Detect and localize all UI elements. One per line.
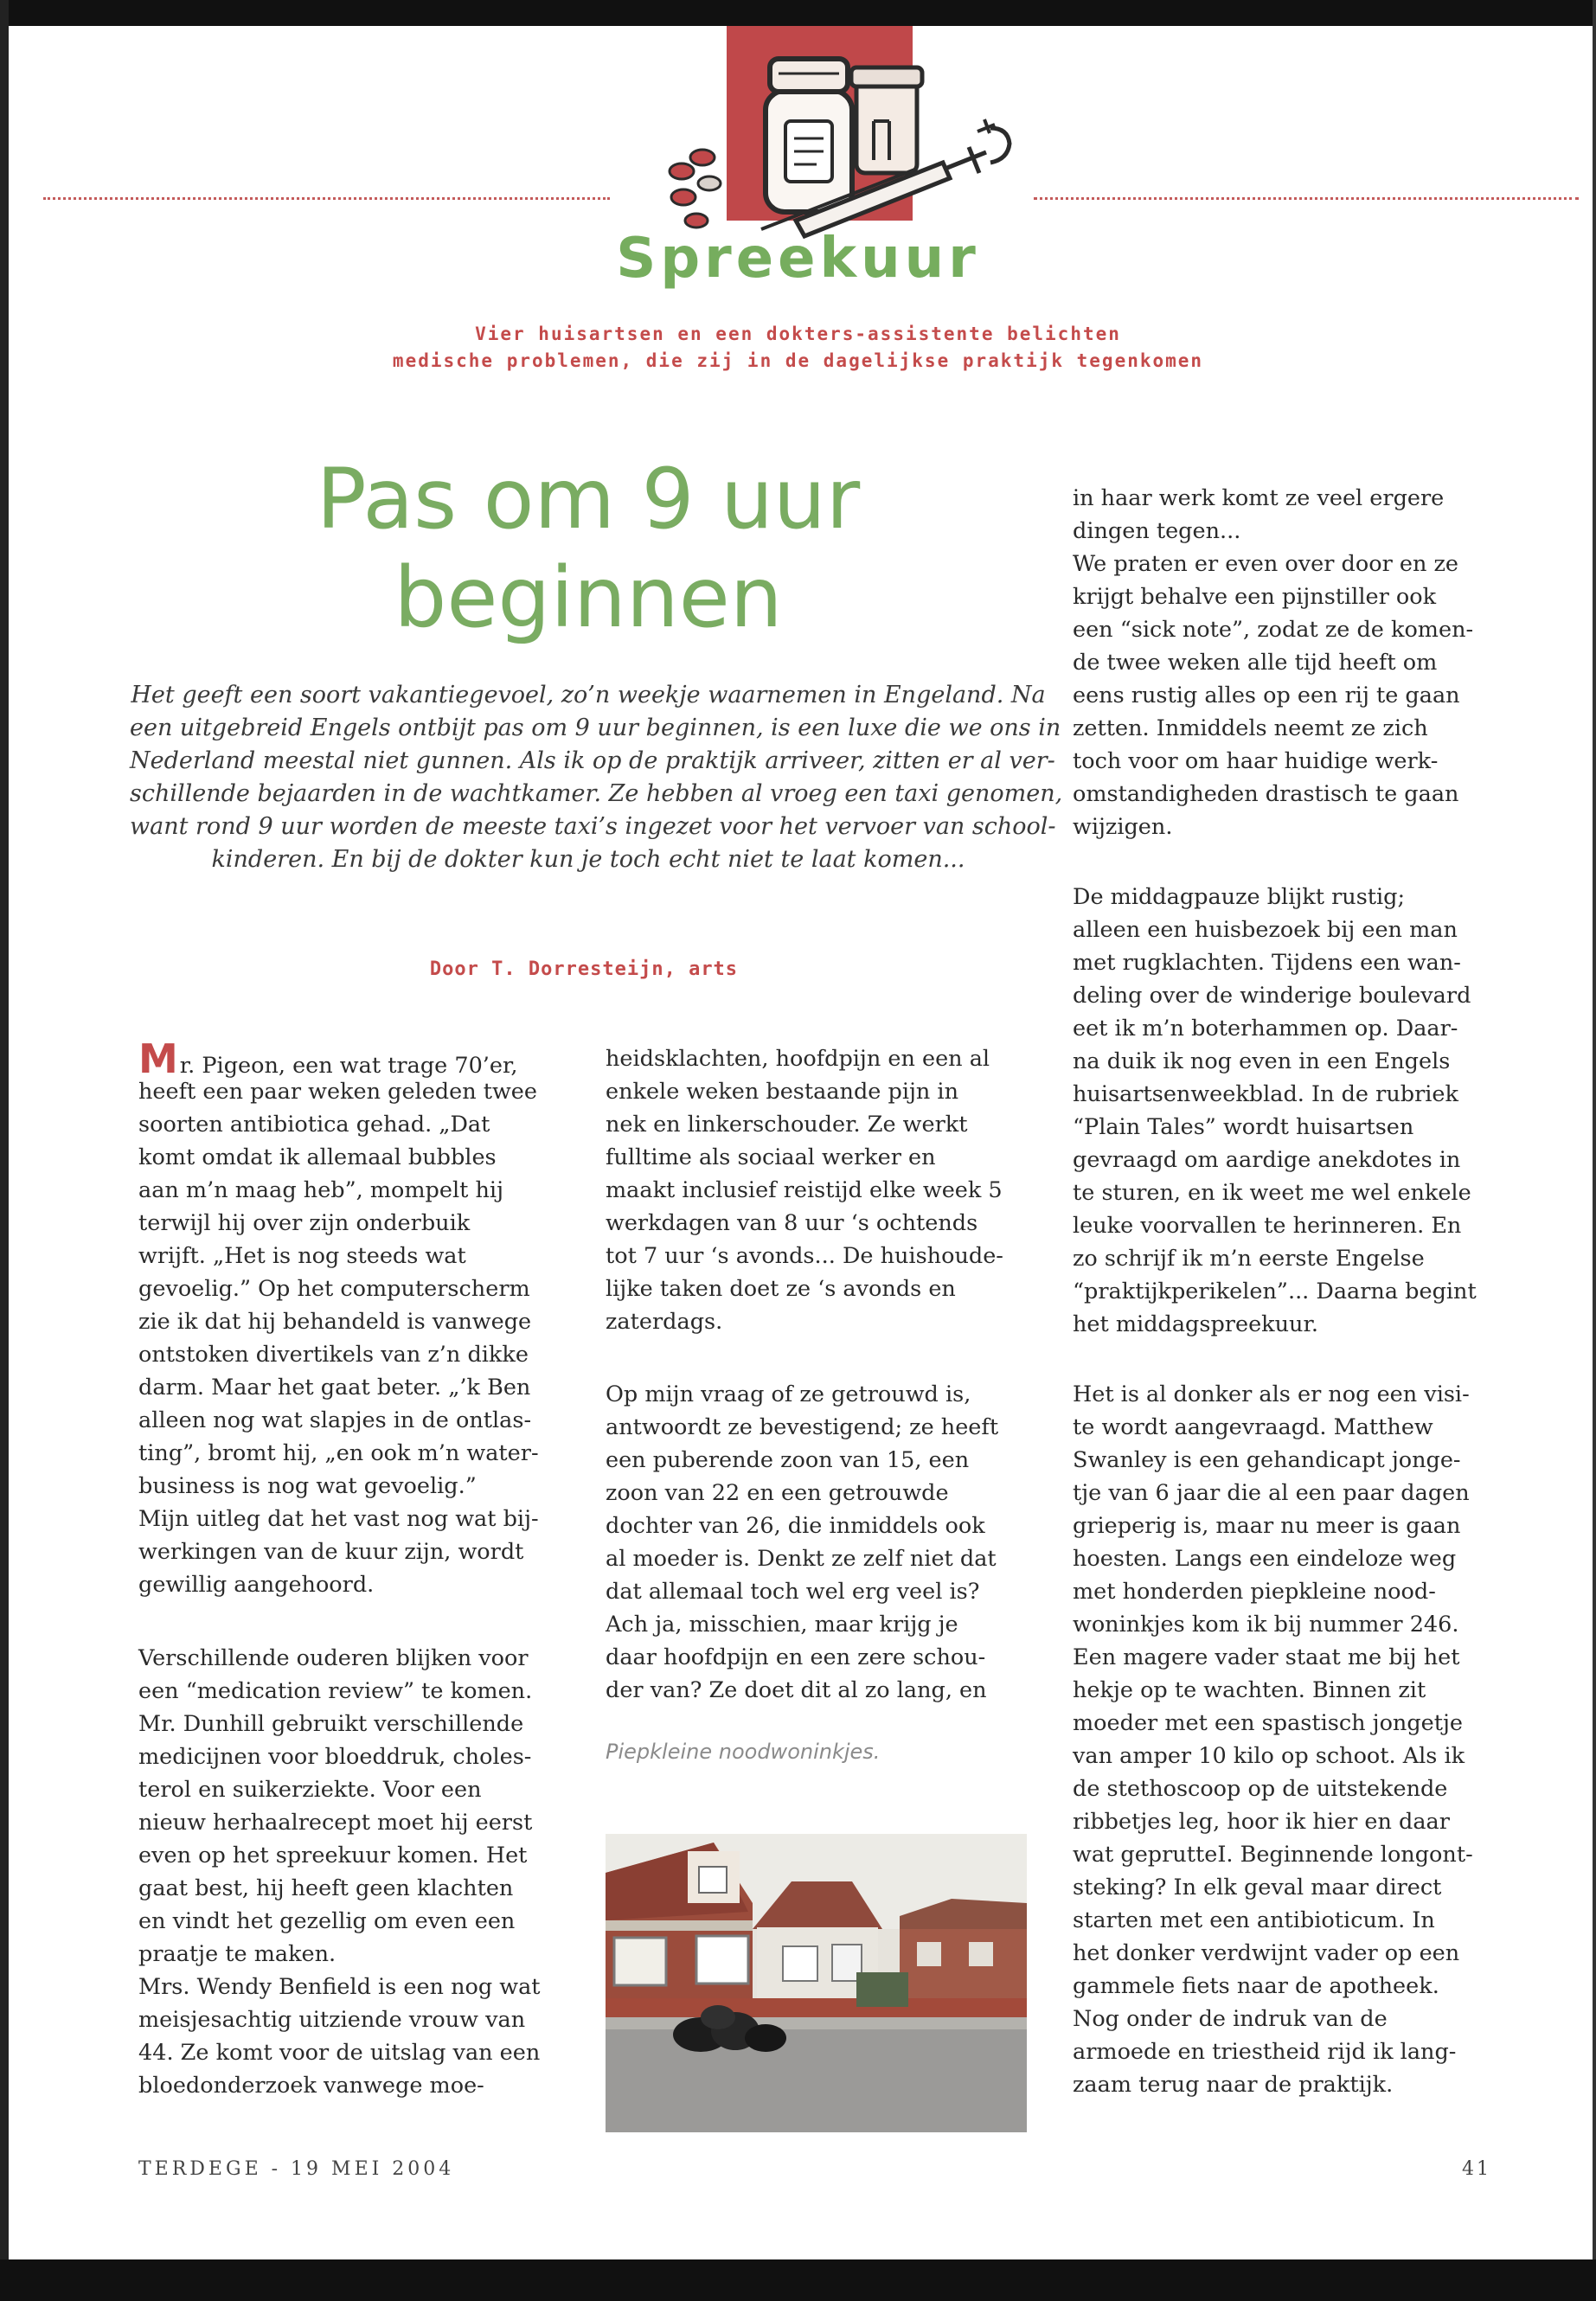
lead-line: want rond 9 uur worden de meeste taxi’s ingezet voor het vervoer van school- [130,813,1056,840]
body-line: Swanley is een gehandicapt jonge- [1073,1447,1461,1473]
body-line: gewillig aangehoord. [138,1572,375,1598]
body-line: woninkjes kom ik bij nummer 246. [1073,1612,1459,1638]
body-line: omstandigheden drastisch te gaan [1073,781,1459,807]
section-intro-line-2: medische problemen, die zij in de dagelijkse praktijk tegenkomen [392,350,1204,371]
body-line: dingen tegen... [1073,518,1241,544]
body-line: dochter van 26, die inmiddels ook [606,1513,985,1539]
body-line: zetten. Inmiddels neemt ze zich [1073,715,1428,741]
body-line: grieperig is, maar nu meer is gaan [1073,1513,1461,1539]
body-line: een “medication review” te komen. [138,1678,533,1704]
lead-line: Nederland meestal niet gunnen. Als ik op de praktijk arriveer, zitten er al ver- [130,747,1055,774]
body-line: fulltime als sociaal werker en [606,1144,936,1170]
road [606,2017,1027,2132]
body-line: business is nog wat gevoelig.” [138,1473,477,1499]
body-line: ting”, bromt hij, „en ook m’n water- [138,1440,539,1466]
house-right [900,1899,1027,1998]
lead-line: kinderen. En bij de dokter kun je toch echt niet te laat komen... [211,846,965,873]
body-line: Het is al donker als er nog een visi- [1073,1381,1470,1407]
body-line: “praktijkperikelen”... Daarna begint [1073,1279,1477,1304]
body-line: Mr. Dunhill gebruikt verschillende [138,1711,524,1737]
body-line: Ach ja, misschien, maar krijg je [606,1612,958,1638]
body-line: maakt inclusief reistijd elke week 5 [606,1177,1003,1203]
body-line: werkingen van de kuur zijn, wordt [138,1539,524,1565]
body-line: te wordt aangevraagd. Matthew [1073,1414,1433,1440]
body-line: Mrs. Wendy Benfield is een nog wat [138,1974,541,2000]
body-line: daar hoofdpijn en een zere schou- [606,1644,986,1670]
body-line: moeder met een spastisch jongetje [1073,1710,1464,1736]
article-headline [156,450,1021,647]
body-line: komt omdat ik allemaal bubbles [138,1144,497,1170]
hedge [856,1972,908,2007]
body-line: na duik ik nog even in een Engels [1073,1048,1451,1074]
drop-cap: M [138,1035,178,1082]
body-line: bloedonderzoek vanwege moe- [138,2073,484,2099]
headline-line-1: Pas om 9 uur [316,451,861,548]
body-line: wijzigen. [1073,814,1173,840]
medicine-illustration [657,26,1055,242]
header-rule-right [1034,197,1579,200]
body-line: even op het spreekuur komen. Het [138,1843,528,1868]
medicine-bottle [766,59,852,212]
body-line: met honderden piepkleine nood- [1073,1579,1436,1605]
body-line: leuke voorvallen te herinneren. En [1073,1213,1462,1239]
body-line: gevraagd om aardige anekdotes in [1073,1147,1461,1173]
body-line: in haar werk komt ze veel ergere [1073,485,1445,511]
body-line: eet ik m’n boterhammen op. Daar- [1073,1016,1458,1042]
body-line: terwijl hij over zijn onderbuik [138,1210,471,1236]
body-line: een “sick note”, zodat ze de komen- [1073,617,1474,643]
body-line: gaat best, hij heeft geen klachten [138,1875,514,1901]
body-line: starten met een antibioticum. In [1073,1907,1435,1933]
body-line: toch voor om haar huidige werk- [1073,748,1439,774]
body-line: lijke taken doet ze ‘s avonds en [606,1276,956,1302]
body-line: meisjesachtig uitziende vrouw van [138,2007,526,2033]
section-intro-line-1: Vier huisartsen en een dokters-assistente belichten [475,324,1121,344]
body-line: darm. Maar het gaat beter. „’k Ben [138,1375,531,1400]
publication-footer: TERDEGE - 19 MEI 2004 [138,2158,455,2180]
body-line: der van? Ze doet dit al zo lang, en [606,1677,987,1703]
body-line: te sturen, en ik weet me wel enkele [1073,1180,1471,1206]
body-line: Mijn uitleg dat het vast nog wat bij- [138,1506,539,1532]
body-line: steking? In elk geval maar direct [1073,1875,1442,1900]
body-line: Een magere vader staat me bij het [1073,1644,1460,1670]
body-line: antwoordt ze bevestigend; ze heeft [606,1414,999,1440]
body-line: een puberende zoon van 15, een [606,1447,970,1473]
body-line: eens rustig alles op een rij te gaan [1073,683,1460,708]
body-line: wrijft. „Het is nog steeds wat [138,1243,466,1269]
pill-jar [851,67,922,173]
body-line: zaam terug naar de praktijk. [1073,2072,1394,2098]
byline: Door T. Dorresteijn, arts [429,958,739,980]
body-line: terol en suikerziekte. Voor een [138,1777,482,1803]
lead-line: een uitgebreid Engels ontbijt pas om 9 uur beginnen, is een luxe die we ons in [130,715,1061,741]
body-line: hoesten. Langs een eindeloze weg [1073,1546,1457,1572]
body-line: krijgt behalve een pijnstiller ook [1073,584,1437,610]
body-line: alleen een huisbezoek bij een man [1073,917,1458,943]
body-line: met rugklachten. Tijdens een wan- [1073,950,1461,976]
body-line: nieuw herhaalrecept moet hij eerst [138,1810,533,1836]
page-number: 41 [1462,2158,1491,2180]
body-line: wat geprutteI. Beginnende longont- [1073,1842,1473,1868]
body-line: medicijnen voor bloeddruk, choles- [138,1744,532,1770]
body-line: alleen nog wat slapjes in de ontlas- [138,1407,532,1433]
scan-border-left [0,0,9,2301]
lead-line: Het geeft een soort vakantiegevoel, zo’n weekje waarnemen in Engeland. Na [131,682,1046,708]
scan-border-right [1593,0,1596,2301]
body-line: “Plain Tales” wordt huisartsen [1073,1114,1414,1140]
scan-border-bottom [0,2259,1596,2301]
body-line: zaterdags. [606,1309,723,1335]
photo-caption: Piepkleine noodwoninkjes. [606,1740,881,1764]
body-line: Nog onder de indruk van de [1073,2006,1388,2032]
body-line: de twee weken alle tijd heeft om [1073,650,1438,676]
body-line: deling over de winderige boulevard [1073,983,1471,1009]
section-title: Spreekuur [616,227,980,291]
body-line: werkdagen van 8 uur ‘s ochtends [606,1210,978,1236]
body-line: ribbetjes leg, hoor ik hier en daar [1073,1809,1450,1835]
body-line: het middagspreekuur. [1073,1311,1318,1337]
body-line: ontstoken divertikels van z’n dikke [138,1342,529,1368]
body-line: armoede en triestheid rijd ik lang- [1073,2039,1457,2065]
body-line: zoon van 22 en een getrouwde [606,1480,949,1506]
body-line: de stethoscoop op de uitstekende [1073,1776,1448,1802]
body-line: dat allemaal toch wel erg veel is? [606,1579,980,1605]
body-line: nek en linkerschouder. Ze werkt [606,1112,968,1138]
body-line: het donker verdwijnt vader op een [1073,1940,1460,1966]
body-line: en vindt het gezellig om even een [138,1908,516,1934]
body-line: huisartsenweekblad. In de rubriek [1073,1081,1458,1107]
body-line: tje van 6 jaar die al een paar dagen [1073,1480,1470,1506]
headline-line-2: beginnen [394,549,783,646]
body-line: tot 7 uur ‘s avonds... De huishoude- [606,1243,1003,1269]
body-line: 44. Ze komt voor de uitslag van een [138,2040,541,2066]
body-line: enkele weken bestaande pijn in [606,1079,958,1105]
body-line: van amper 10 kilo op schoot. Als ik [1073,1743,1465,1769]
body-line: We praten er even over door en ze [1073,551,1459,577]
body-line: Mr. Pigeon, een wat trage 70’er, [138,1035,518,1082]
body-line: Op mijn vraag of ze getrouwd is, [606,1381,971,1407]
lead-line: schillende bejaarden in de wachtkamer. Ze hebben al vroeg een taxi genomen, [130,780,1063,807]
house-left [606,1843,753,2007]
body-line: zie ik dat hij behandeld is vanwege [138,1309,532,1335]
body-line: praatje te maken. [138,1941,337,1967]
body-line: gammele fiets naar de apotheek. [1073,1973,1439,1999]
body-line: al moeder is. Denkt ze zelf niet dat [606,1546,997,1572]
body-line: heidsklachten, hoofdpijn en een al [606,1046,990,1072]
body-line: zo schrijf ik m’n eerste Engelse [1073,1246,1425,1272]
body-line: Verschillende ouderen blijken voor [138,1645,529,1671]
header-rule-left [43,197,610,200]
scan-border-top [0,0,1596,26]
body-line: hekje op te wachten. Binnen zit [1073,1677,1426,1703]
body-line: De middagpauze blijkt rustig; [1073,884,1406,910]
body-line: aan m’n maag heb”, mompelt hij [138,1177,503,1203]
body-line: heeft een paar weken geleden twee [138,1079,537,1105]
pills [670,150,721,228]
body-line: gevoelig.” Op het computerscherm [138,1276,530,1302]
garden-wall [606,1998,1027,2017]
street-photo [606,1834,1027,2132]
body-line: soorten antibiotica gehad. „Dat [138,1112,490,1138]
